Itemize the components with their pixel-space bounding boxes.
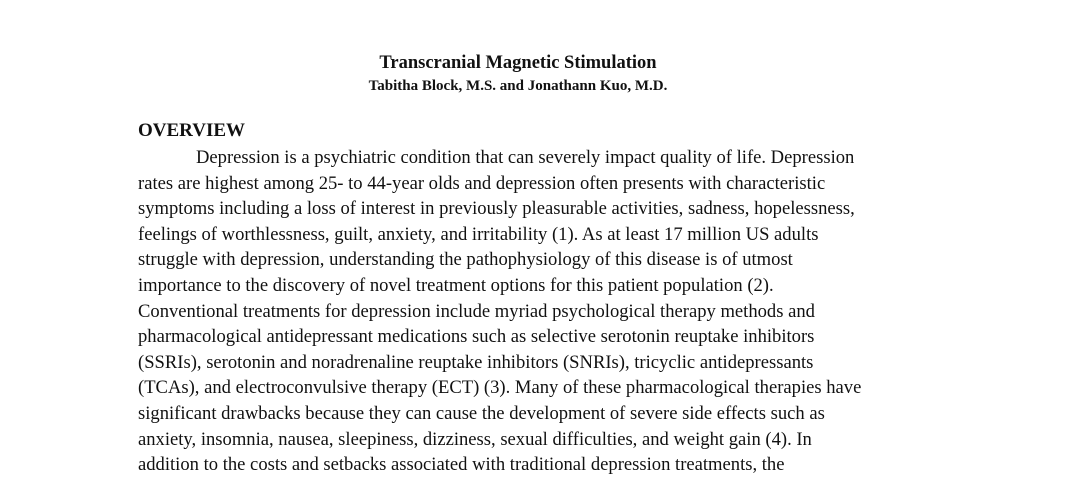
body-paragraph — [138, 145, 938, 478]
body-line: Conventional treatments for depression include myriad psychological therapy methods and — [138, 300, 815, 322]
body-line: addition to the costs and setbacks associated with traditional depression treatments, the — [138, 454, 785, 476]
section-heading: OVERVIEW — [138, 120, 246, 141]
body-line: struggle with depression, understanding the pathophysiology of this disease is of utmost — [138, 249, 793, 271]
body-line: significant drawbacks because they can cause the development of severe side effects such as — [138, 402, 825, 424]
body-line: symptoms including a loss of interest in previously pleasurable activities, sadness, hopelessness, — [138, 198, 855, 220]
body-line: pharmacological antidepressant medications such as selective serotonin reuptake inhibitors — [138, 326, 815, 348]
document-authors: Tabitha Block, M.S. and Jonathann Kuo, M.D. — [368, 78, 668, 94]
body-line: (SSRIs), serotonin and noradrenaline reuptake inhibitors (SNRIs), tricyclic antidepressants — [138, 351, 814, 373]
body-line: anxiety, insomnia, nausea, sleepiness, dizziness, sexual difficulties, and weight gain (4). In — [138, 428, 812, 450]
body-line: importance to the discovery of novel treatment options for this patient population (2). — [138, 274, 774, 296]
body-line: (TCAs), and electroconvulsive therapy (ECT) (3). Many of these pharmacological therapies have — [138, 377, 862, 399]
body-line: rates are highest among 25- to 44-year olds and depression often presents with characteristic — [138, 172, 826, 194]
document-title: Transcranial Magnetic Stimulation — [379, 53, 657, 73]
body-line: feelings of worthlessness, guilt, anxiety, and irritability (1). As at least 17 million US adults — [138, 223, 819, 245]
body-line: Depression is a psychiatric condition that can severely impact quality of life. Depression — [196, 147, 855, 168]
